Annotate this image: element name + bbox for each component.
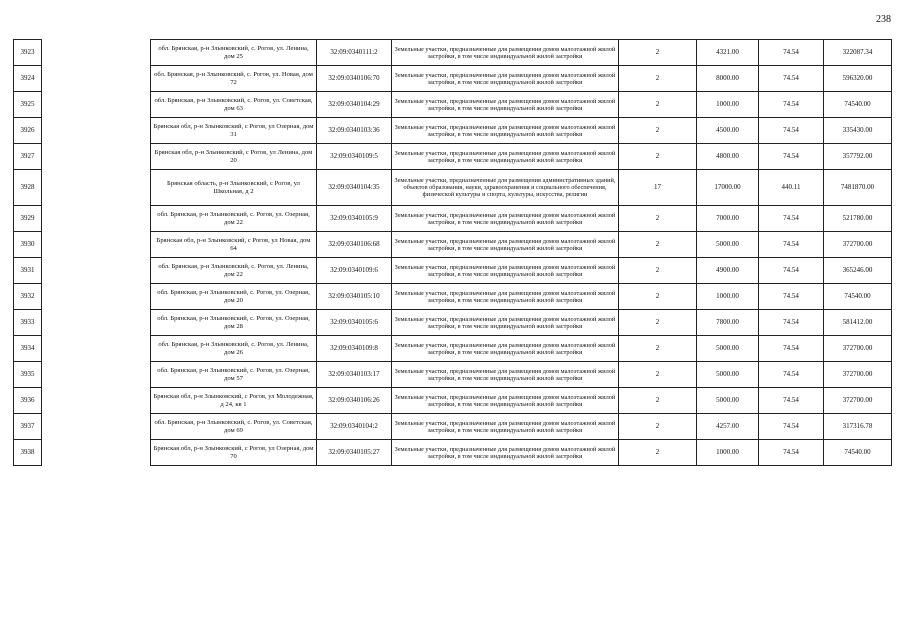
blank-gap-cell <box>42 170 151 206</box>
cadastral-number-cell: 32:09:0340105:10 <box>317 284 392 310</box>
table-row <box>14 118 892 144</box>
cadastral-value-cell: 74540.00 <box>824 284 892 310</box>
row-number: 3926 <box>14 118 42 144</box>
table-row <box>14 310 892 336</box>
group-number-cell: 2 <box>619 232 697 258</box>
row-number: 3929 <box>14 206 42 232</box>
group-number-cell: 2 <box>619 206 697 232</box>
group-number-cell: 2 <box>619 284 697 310</box>
group-number-cell: 2 <box>619 258 697 284</box>
address-cell: обл. Брянская, р-н Злынковский, с. Рогов, ул. Озерная, дом 57 <box>151 362 317 388</box>
blank-gap-cell <box>42 66 151 92</box>
land-use-cell: Земельные участки, предназначенные для размещения домов малоэтажной жилой застройки, в том числе индивидуальной жилой застройки <box>392 144 619 170</box>
area-cell: 7000.00 <box>697 206 759 232</box>
group-number-cell: 2 <box>619 118 697 144</box>
cadastral-value-cell: 317316.78 <box>824 414 892 440</box>
group-number-cell: 17 <box>619 170 697 206</box>
area-cell: 17000.00 <box>697 170 759 206</box>
table-row <box>14 284 892 310</box>
table-row <box>14 336 892 362</box>
land-use-cell: Земельные участки, предназначенные для размещения домов малоэтажной жилой застройки, в том числе индивидуальной жилой застройки <box>392 388 619 414</box>
area-cell: 4257.00 <box>697 414 759 440</box>
specific-value-cell: 74.54 <box>759 92 824 118</box>
blank-gap-cell <box>42 310 151 336</box>
row-number: 3923 <box>14 40 42 66</box>
row-number: 3935 <box>14 362 42 388</box>
blank-gap-cell <box>42 206 151 232</box>
blank-gap-cell <box>42 40 151 66</box>
cadastral-value-cell: 335430.00 <box>824 118 892 144</box>
cadastral-value-cell: 372700.00 <box>824 362 892 388</box>
table-row <box>14 414 892 440</box>
cadastral-number-cell: 32:09:0340105:27 <box>317 440 392 466</box>
specific-value-cell: 74.54 <box>759 284 824 310</box>
area-cell: 5000.00 <box>697 232 759 258</box>
address-cell: обл. Брянская, р-н Злынковский, с. Рогов, ул. Озерная, дом 28 <box>151 310 317 336</box>
address-cell: обл. Брянская, р-н Злынковский, с. Рогов, ул. Ленина, дом 22 <box>151 258 317 284</box>
specific-value-cell: 74.54 <box>759 336 824 362</box>
area-cell: 8000.00 <box>697 66 759 92</box>
group-number-cell: 2 <box>619 144 697 170</box>
blank-gap-cell <box>42 440 151 466</box>
blank-gap-cell <box>42 362 151 388</box>
land-use-cell: Земельные участки, предназначенные для размещения домов малоэтажной жилой застройки, в том числе индивидуальной жилой застройки <box>392 258 619 284</box>
area-cell: 4321.00 <box>697 40 759 66</box>
blank-gap-cell <box>42 388 151 414</box>
cadastral-number-cell: 32:09:0340104:35 <box>317 170 392 206</box>
land-use-cell: Земельные участки, предназначенные для размещения домов малоэтажной жилой застройки, в том числе индивидуальной жилой застройки <box>392 118 619 144</box>
cadastral-number-cell: 32:09:0340106:26 <box>317 388 392 414</box>
specific-value-cell: 74.54 <box>759 206 824 232</box>
specific-value-cell: 440.11 <box>759 170 824 206</box>
blank-gap-cell <box>42 92 151 118</box>
group-number-cell: 2 <box>619 92 697 118</box>
address-cell: Брянская обл, р-н Злынковский, с Рогов, ул Новая, дом 64 <box>151 232 317 258</box>
group-number-cell: 2 <box>619 362 697 388</box>
table-row <box>14 66 892 92</box>
land-use-cell: Земельные участки, предназначенные для размещения домов малоэтажной жилой застройки, в том числе индивидуальной жилой застройки <box>392 232 619 258</box>
cadastral-number-cell: 32:09:0340105:9 <box>317 206 392 232</box>
row-number: 3925 <box>14 92 42 118</box>
cadastral-value-cell: 521780.00 <box>824 206 892 232</box>
row-number: 3927 <box>14 144 42 170</box>
cadastral-number-cell: 32:09:0340109:5 <box>317 144 392 170</box>
area-cell: 1000.00 <box>697 440 759 466</box>
cadastral-value-cell: 322087.34 <box>824 40 892 66</box>
group-number-cell: 2 <box>619 310 697 336</box>
land-use-cell: Земельные участки, предназначенные для размещения домов малоэтажной жилой застройки, в том числе индивидуальной жилой застройки <box>392 40 619 66</box>
address-cell: Брянская обл, р-н Злынковский, с Рогов, ул Молодежная, д 24, кв 1 <box>151 388 317 414</box>
row-number: 3936 <box>14 388 42 414</box>
specific-value-cell: 74.54 <box>759 258 824 284</box>
specific-value-cell: 74.54 <box>759 388 824 414</box>
cadastral-number-cell: 32:09:0340109:8 <box>317 336 392 362</box>
address-cell: обл. Брянская, р-н Злынковский, с. Рогов, ул. Озерная, дом 20 <box>151 284 317 310</box>
cadastral-value-cell: 596320.00 <box>824 66 892 92</box>
group-number-cell: 2 <box>619 414 697 440</box>
cadastral-number-cell: 32:09:0340103:17 <box>317 362 392 388</box>
address-cell: обл. Брянская, р-н Злынковский, с. Рогов, ул. Советская, дом 69 <box>151 414 317 440</box>
land-use-cell: Земельные участки, предназначенные для размещения домов малоэтажной жилой застройки, в том числе индивидуальной жилой застройки <box>392 310 619 336</box>
row-number: 3924 <box>14 66 42 92</box>
cadastral-number-cell: 32:09:0340111:2 <box>317 40 392 66</box>
cadastral-number-cell: 32:09:0340109:6 <box>317 258 392 284</box>
specific-value-cell: 74.54 <box>759 144 824 170</box>
area-cell: 4900.00 <box>697 258 759 284</box>
address-cell: Брянская обл, р-н Злынковский, с Рогов, ул Озерная, дом 31 <box>151 118 317 144</box>
cadastral-value-cell: 357792.00 <box>824 144 892 170</box>
blank-gap-cell <box>42 144 151 170</box>
cadastral-number-cell: 32:09:0340106:68 <box>317 232 392 258</box>
row-number: 3931 <box>14 258 42 284</box>
table-row <box>14 232 892 258</box>
land-use-cell: Земельные участки, предназначенные для размещения домов малоэтажной жилой застройки, в том числе индивидуальной жилой застройки <box>392 336 619 362</box>
cadastral-number-cell: 32:09:0340106:70 <box>317 66 392 92</box>
blank-gap-cell <box>42 414 151 440</box>
area-cell: 1000.00 <box>697 92 759 118</box>
table-row <box>14 206 892 232</box>
group-number-cell: 2 <box>619 66 697 92</box>
table-row <box>14 92 892 118</box>
address-cell: обл. Брянская, р-н Злынковский, с. Рогов, ул. Ленина, дом 25 <box>151 40 317 66</box>
specific-value-cell: 74.54 <box>759 414 824 440</box>
row-number: 3933 <box>14 310 42 336</box>
land-use-cell: Земельные участки, предназначенные для размещения домов малоэтажной жилой застройки, в том числе индивидуальной жилой застройки <box>392 440 619 466</box>
area-cell: 5000.00 <box>697 336 759 362</box>
cadastral-number-cell: 32:09:0340105:6 <box>317 310 392 336</box>
area-cell: 5000.00 <box>697 388 759 414</box>
cadastral-number-cell: 32:09:0340104:29 <box>317 92 392 118</box>
blank-gap-cell <box>42 284 151 310</box>
group-number-cell: 2 <box>619 40 697 66</box>
row-number: 3934 <box>14 336 42 362</box>
cadastral-value-cell: 372700.00 <box>824 232 892 258</box>
address-cell: обл. Брянская, р-н Злынковский, с. Рогов, ул. Новая, дом 72 <box>151 66 317 92</box>
address-cell: обл. Брянская, р-н Злынковский, с. Рогов, ул. Ленина, дом 26 <box>151 336 317 362</box>
row-number: 3928 <box>14 170 42 206</box>
land-use-cell: Земельные участки, предназначенные для размещения домов малоэтажной жилой застройки, в том числе индивидуальной жилой застройки <box>392 206 619 232</box>
table-row <box>14 258 892 284</box>
blank-gap-cell <box>42 232 151 258</box>
cadastral-number-cell: 32:09:0340103:36 <box>317 118 392 144</box>
area-cell: 4500.00 <box>697 118 759 144</box>
address-cell: обл. Брянская, р-н Злынковский, с. Рогов, ул. Озерная, дом 22 <box>151 206 317 232</box>
specific-value-cell: 74.54 <box>759 40 824 66</box>
address-cell: Брянская область, р-н Злынковский, с Рогов, ул Школьная, д 2 <box>151 170 317 206</box>
address-cell: Брянская обл, р-н Злынковский, с Рогов, ул Ленина, дом 20 <box>151 144 317 170</box>
table-row <box>14 362 892 388</box>
table-row <box>14 40 892 66</box>
land-use-cell: Земельные участки, предназначенные для размещения домов малоэтажной жилой застройки, в том числе индивидуальной жилой застройки <box>392 414 619 440</box>
land-use-cell: Земельные участки, предназначенные для размещения домов малоэтажной жилой застройки, в том числе индивидуальной жилой застройки <box>392 66 619 92</box>
row-number: 3930 <box>14 232 42 258</box>
group-number-cell: 2 <box>619 388 697 414</box>
specific-value-cell: 74.54 <box>759 310 824 336</box>
cadastral-value-cell: 7481870.00 <box>824 170 892 206</box>
table-row <box>14 388 892 414</box>
blank-gap-cell <box>42 118 151 144</box>
page-number: 238 <box>876 14 891 25</box>
area-cell: 7800.00 <box>697 310 759 336</box>
specific-value-cell: 74.54 <box>759 362 824 388</box>
cadastral-number-cell: 32:09:0340104:2 <box>317 414 392 440</box>
cadastral-value-cell: 372700.00 <box>824 388 892 414</box>
table-row <box>14 170 892 206</box>
cadastral-value-cell: 372700.00 <box>824 336 892 362</box>
area-cell: 4800.00 <box>697 144 759 170</box>
area-cell: 5000.00 <box>697 362 759 388</box>
land-use-cell: Земельные участки, предназначенные для размещения домов малоэтажной жилой застройки, в том числе индивидуальной жилой застройки <box>392 92 619 118</box>
blank-gap-cell <box>42 336 151 362</box>
land-use-cell: Земельные участки, предназначенные для размещения домов малоэтажной жилой застройки, в том числе индивидуальной жилой застройки <box>392 284 619 310</box>
blank-gap-cell <box>42 258 151 284</box>
specific-value-cell: 74.54 <box>759 118 824 144</box>
address-cell: Брянская обл, р-н Злынковский, с Рогов, ул Озерная, дом 70 <box>151 440 317 466</box>
land-use-cell: Земельные участки, предназначенные для размещения административных зданий, объектов образования, науки, здравоохранения и социального обеспечения, физической культуры и спорта, культуры, искусства, религии <box>392 170 619 206</box>
row-number: 3932 <box>14 284 42 310</box>
table-row <box>14 144 892 170</box>
cadastral-value-cell: 74540.00 <box>824 92 892 118</box>
area-cell: 1000.00 <box>697 284 759 310</box>
row-number: 3937 <box>14 414 42 440</box>
address-cell: обл. Брянская, р-н Злынковский, с. Рогов, ул. Советская, дом 63 <box>151 92 317 118</box>
land-use-cell: Земельные участки, предназначенные для размещения домов малоэтажной жилой застройки, в том числе индивидуальной жилой застройки <box>392 362 619 388</box>
specific-value-cell: 74.54 <box>759 232 824 258</box>
cadastral-value-cell: 74540.00 <box>824 440 892 466</box>
cadastral-value-cell: 365246.00 <box>824 258 892 284</box>
group-number-cell: 2 <box>619 336 697 362</box>
specific-value-cell: 74.54 <box>759 66 824 92</box>
row-number: 3938 <box>14 440 42 466</box>
cadastral-value-cell: 581412.00 <box>824 310 892 336</box>
specific-value-cell: 74.54 <box>759 440 824 466</box>
table-body <box>14 40 892 466</box>
table-row <box>14 440 892 466</box>
group-number-cell: 2 <box>619 440 697 466</box>
cadastral-value-table <box>13 39 892 466</box>
